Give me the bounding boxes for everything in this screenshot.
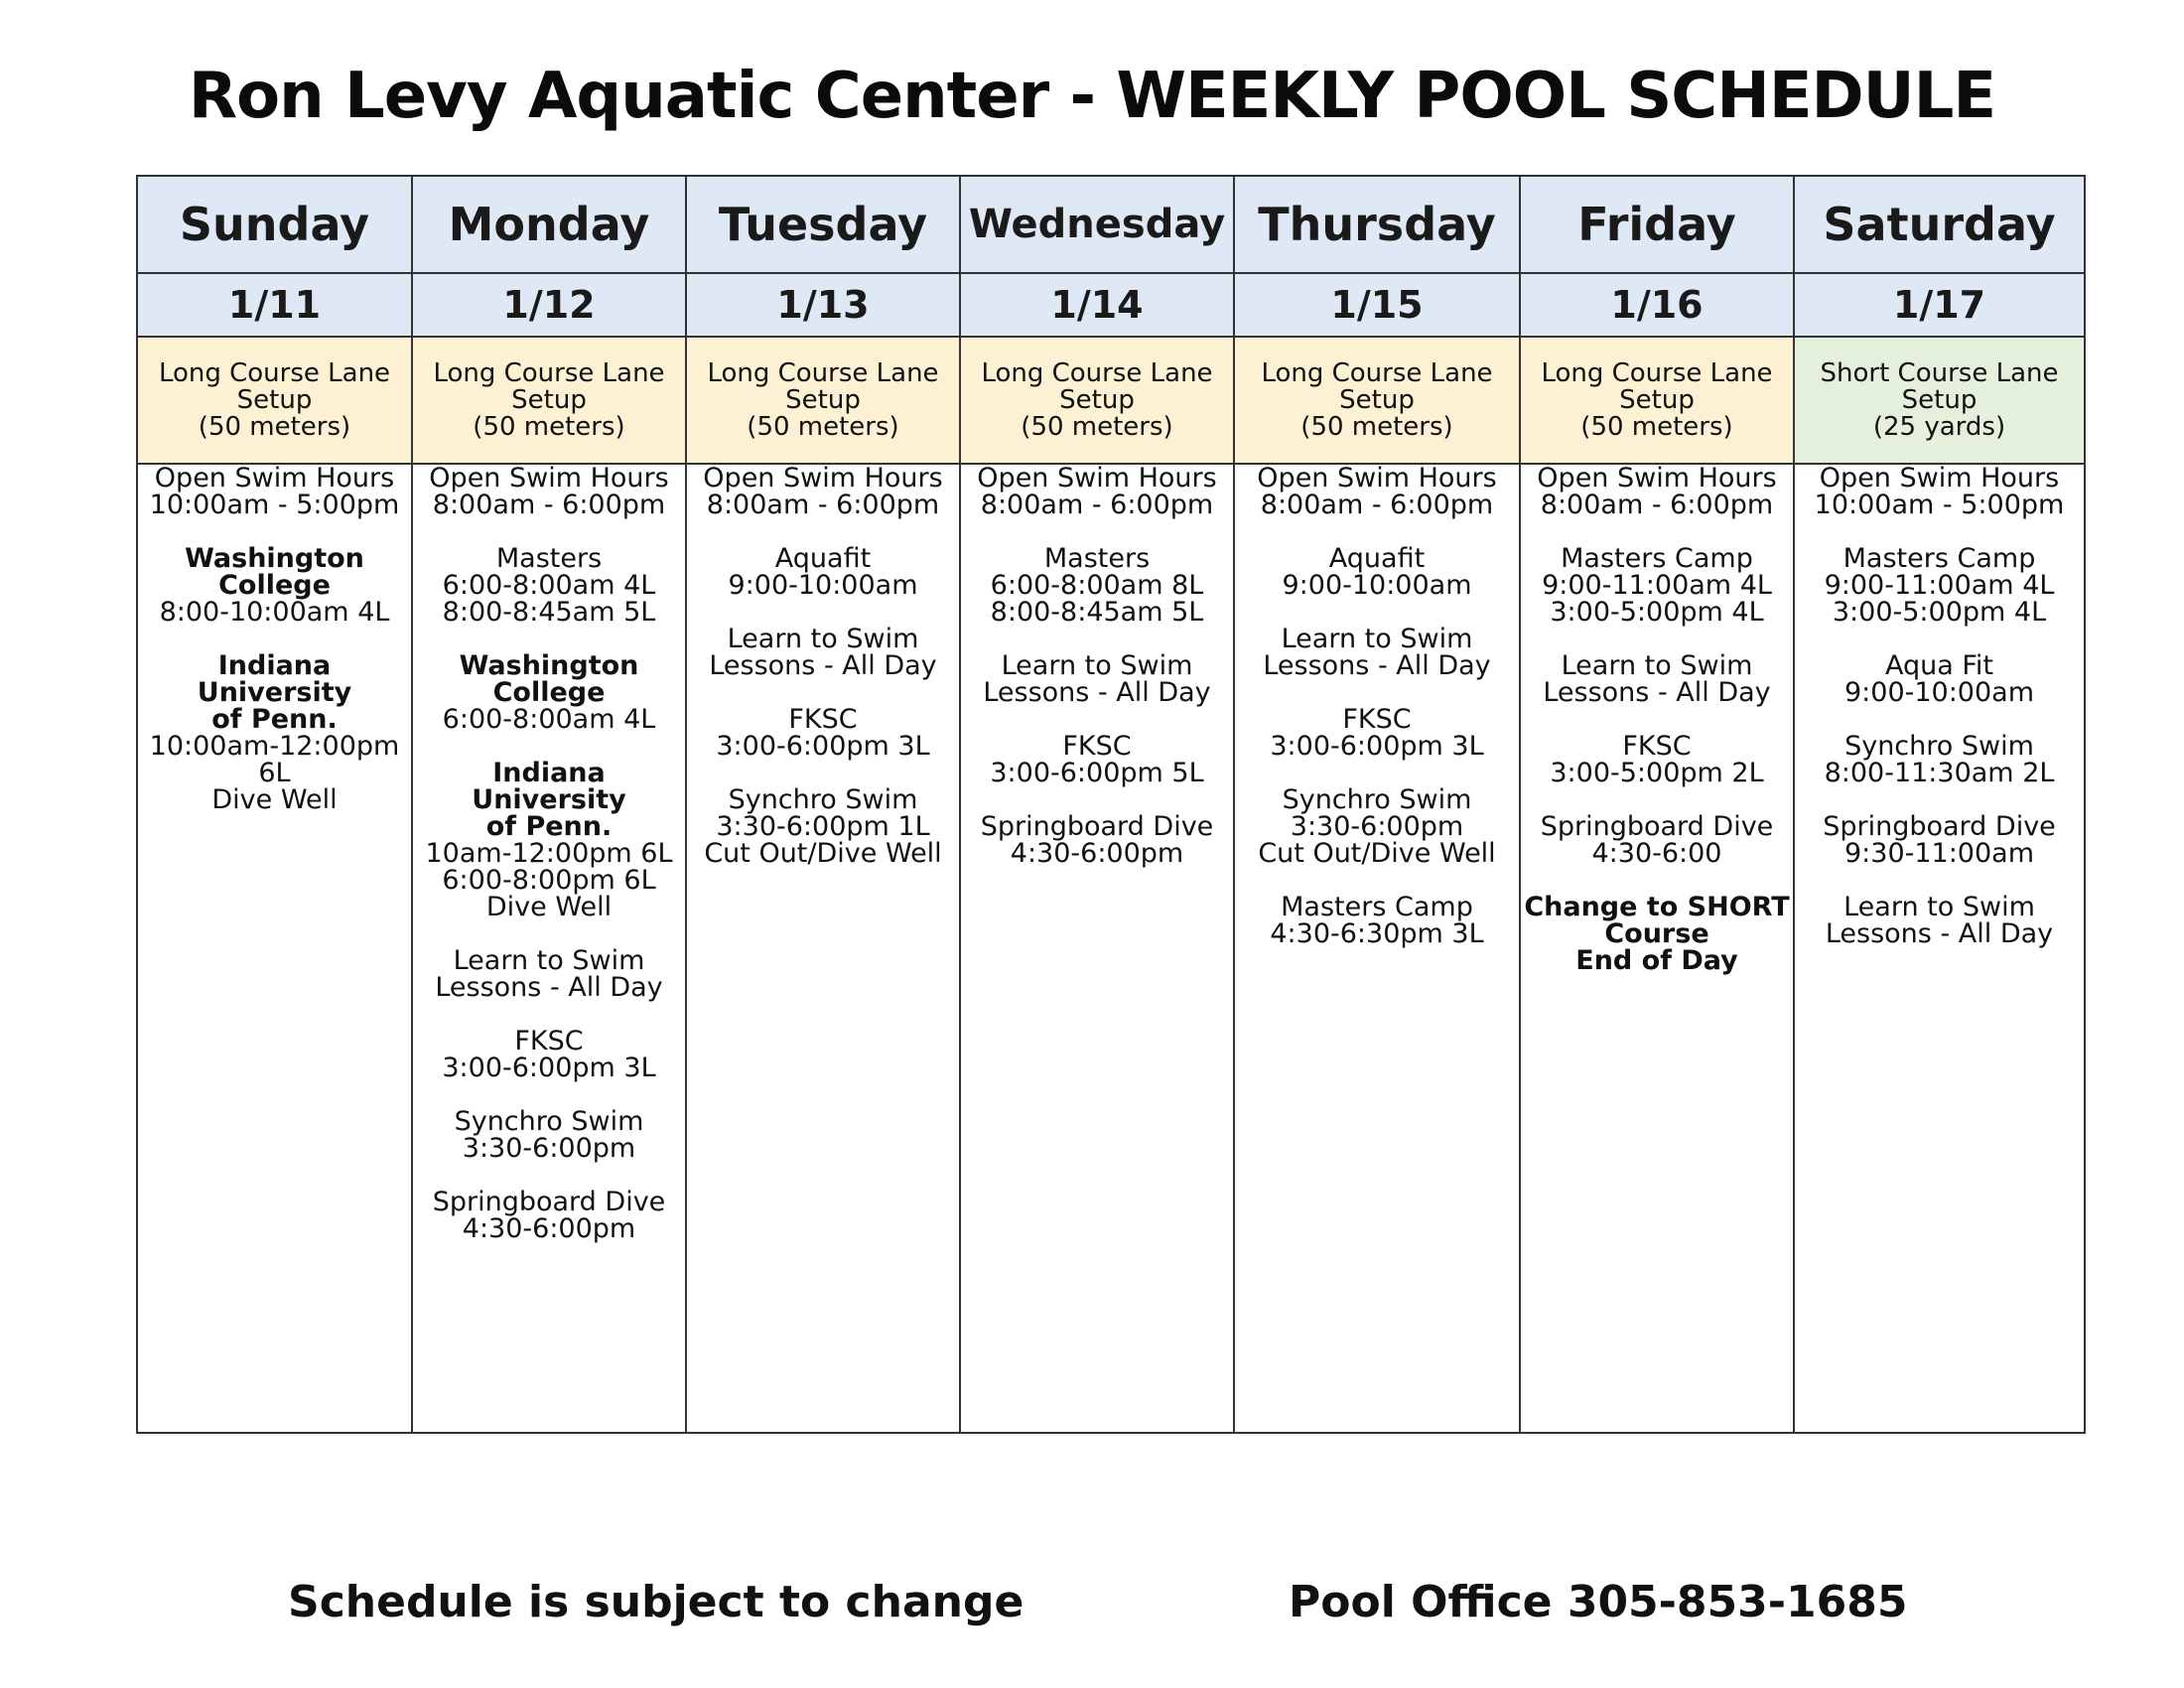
event-detail: FKSC 3:00-6:00pm 3L — [1270, 704, 1484, 762]
day-events-cell — [1520, 464, 1794, 1433]
schedule-event — [138, 652, 411, 813]
event-group-name: Indiana University of Penn. — [472, 758, 626, 842]
event-detail: FKSC 3:00-6:00pm 3L — [716, 704, 930, 762]
event-detail: Learn to Swim Lessons - All Day — [983, 650, 1211, 708]
schedule-event — [1521, 894, 1793, 974]
event-detail: Synchro Swim 3:30-6:00pm Cut Out/Dive Well — [1258, 784, 1496, 869]
schedule-event — [1235, 786, 1519, 867]
schedule-disclaimer: Schedule is subject to change — [288, 1577, 1024, 1627]
page-title: Ron Levy Aquatic Center - WEEKLY POOL SCHEDULE — [188, 60, 1996, 133]
schedule-event — [1521, 813, 1793, 867]
event-detail: Learn to Swim Lessons - All Day — [1263, 624, 1491, 681]
event-detail: Springboard Dive 9:30-11:00am — [1823, 811, 2056, 869]
event-detail: Open Swim Hours 8:00am - 6:00pm — [977, 463, 1217, 520]
date-cell: 1/12 — [412, 273, 686, 337]
event-detail: Aqua Fit 9:00-10:00am — [1843, 650, 2035, 708]
event-detail: Masters Camp 9:00-11:00am 4L 3:00-5:00pm 4L — [1824, 543, 2055, 628]
event-detail: Springboard Dive 4:30-6:00pm — [432, 1187, 666, 1244]
events-row — [137, 464, 2085, 1433]
event-detail: Aquafit 9:00-10:00am — [728, 543, 918, 601]
day-events-cell — [686, 464, 960, 1433]
event-detail: Synchro Swim 8:00-11:30am 2L — [1824, 731, 2055, 788]
day-header: Monday — [412, 176, 686, 273]
schedule-event — [1795, 652, 2084, 706]
date-row — [137, 273, 2085, 337]
day-events-cell — [1794, 464, 2085, 1433]
day-header: Thursday — [1234, 176, 1520, 273]
event-detail: Open Swim Hours 8:00am - 6:00pm — [703, 463, 943, 520]
schedule-event — [1235, 706, 1519, 760]
event-detail: Learn to Swim Lessons - All Day — [435, 945, 663, 1003]
schedule-event — [413, 545, 685, 626]
date-cell: 1/14 — [960, 273, 1234, 337]
day-header: Friday — [1520, 176, 1794, 273]
schedule-event — [1795, 545, 2084, 626]
event-detail: FKSC 3:00-6:00pm 3L — [442, 1026, 656, 1083]
schedule-event — [1235, 465, 1519, 518]
date-cell: 1/15 — [1234, 273, 1520, 337]
event-detail: Open Swim Hours 8:00am - 6:00pm — [1537, 463, 1777, 520]
event-detail: Learn to Swim Lessons - All Day — [709, 624, 937, 681]
lane-setup-cell: Long Course Lane Setup (50 meters) — [137, 337, 412, 464]
schedule-event — [138, 545, 411, 626]
lane-setup-cell: Long Course Lane Setup (50 meters) — [1520, 337, 1794, 464]
event-detail: Synchro Swim 3:30-6:00pm 1L Cut Out/Dive Well — [704, 784, 942, 869]
event-detail: Open Swim Hours 10:00am - 5:00pm — [149, 463, 400, 520]
schedule-event — [413, 465, 685, 518]
day-header: Saturday — [1794, 176, 2085, 273]
schedule-event — [961, 813, 1233, 867]
schedule-event — [1235, 894, 1519, 947]
schedule-event — [687, 786, 959, 867]
day-events-cell — [412, 464, 686, 1433]
schedule-event — [1795, 733, 2084, 786]
event-group-name: Washington College — [459, 650, 639, 708]
schedule-event — [687, 706, 959, 760]
day-events-cell — [137, 464, 412, 1433]
schedule-event — [961, 545, 1233, 626]
lane-setup-cell: Long Course Lane Setup (50 meters) — [686, 337, 960, 464]
schedule-event — [1795, 894, 2084, 947]
event-detail: Springboard Dive 4:30-6:00pm — [980, 811, 1214, 869]
pool-office-phone: Pool Office 305-853-1685 — [1289, 1577, 1908, 1627]
schedule-event — [1521, 545, 1793, 626]
event-detail: Aquafit 9:00-10:00am — [1282, 543, 1472, 601]
event-detail: Springboard Dive 4:30-6:00 — [1540, 811, 1774, 869]
schedule-event — [1795, 813, 2084, 867]
event-detail: 6:00-8:00am 4L — [442, 704, 656, 735]
date-cell: 1/16 — [1520, 273, 1794, 337]
schedule-event — [1795, 465, 2084, 518]
day-header: Tuesday — [686, 176, 960, 273]
schedule-event — [1235, 545, 1519, 599]
date-cell: 1/13 — [686, 273, 960, 337]
schedule-event — [961, 733, 1233, 786]
schedule-event — [413, 947, 685, 1001]
schedule-event — [687, 465, 959, 518]
event-detail: Synchro Swim 3:30-6:00pm — [454, 1106, 644, 1164]
event-detail: Open Swim Hours 8:00am - 6:00pm — [429, 463, 669, 520]
lane-setup-cell: Short Course Lane Setup (25 yards) — [1794, 337, 2085, 464]
date-cell: 1/17 — [1794, 273, 2085, 337]
event-detail: Learn to Swim Lessons - All Day — [1543, 650, 1771, 708]
day-events-cell — [960, 464, 1234, 1433]
event-detail: Masters 6:00-8:00am 4L 8:00-8:45am 5L — [442, 543, 656, 628]
schedule-event — [413, 760, 685, 920]
schedule-event — [687, 545, 959, 599]
schedule-event — [1521, 652, 1793, 706]
day-header: Sunday — [137, 176, 412, 273]
date-cell: 1/11 — [137, 273, 412, 337]
event-detail: Open Swim Hours 8:00am - 6:00pm — [1257, 463, 1497, 520]
schedule-event — [413, 1189, 685, 1242]
schedule-table — [136, 175, 2086, 1434]
event-detail: FKSC 3:00-5:00pm 2L — [1550, 731, 1764, 788]
event-group-name: Change to SHORT Course End of Day — [1524, 892, 1790, 976]
event-detail: Masters Camp 9:00-11:00am 4L 3:00-5:00pm 4L — [1542, 543, 1772, 628]
schedule-event — [1235, 626, 1519, 679]
lane-setup-cell: Long Course Lane Setup (50 meters) — [412, 337, 686, 464]
lane-setup-cell: Long Course Lane Setup (50 meters) — [960, 337, 1234, 464]
schedule-event — [1521, 465, 1793, 518]
event-detail: Masters 6:00-8:00am 8L 8:00-8:45am 5L — [990, 543, 1204, 628]
schedule-event — [413, 652, 685, 733]
event-detail: Open Swim Hours 10:00am - 5:00pm — [1814, 463, 2065, 520]
schedule-event — [413, 1028, 685, 1081]
schedule-event — [138, 465, 411, 518]
day-events-cell — [1234, 464, 1520, 1433]
event-detail: 8:00-10:00am 4L — [159, 597, 390, 628]
event-detail: 10am-12:00pm 6L 6:00-8:00pm 6L Dive Well — [425, 838, 673, 922]
event-detail: Masters Camp 4:30-6:30pm 3L — [1270, 892, 1484, 949]
schedule-event — [687, 626, 959, 679]
day-header: Wednesday — [960, 176, 1234, 273]
event-detail: FKSC 3:00-6:00pm 5L — [990, 731, 1204, 788]
event-group-name: Indiana University of Penn. — [197, 650, 352, 735]
schedule-event — [961, 652, 1233, 706]
day-header-row — [137, 176, 2085, 273]
event-detail: 10:00am-12:00pm 6L Dive Well — [149, 731, 400, 815]
schedule-event — [1521, 733, 1793, 786]
event-detail: Learn to Swim Lessons - All Day — [1825, 892, 2054, 949]
event-group-name: Washington College — [185, 543, 364, 601]
lane-setup-row — [137, 337, 2085, 464]
schedule-event — [961, 465, 1233, 518]
schedule-event — [413, 1108, 685, 1162]
lane-setup-cell: Long Course Lane Setup (50 meters) — [1234, 337, 1520, 464]
